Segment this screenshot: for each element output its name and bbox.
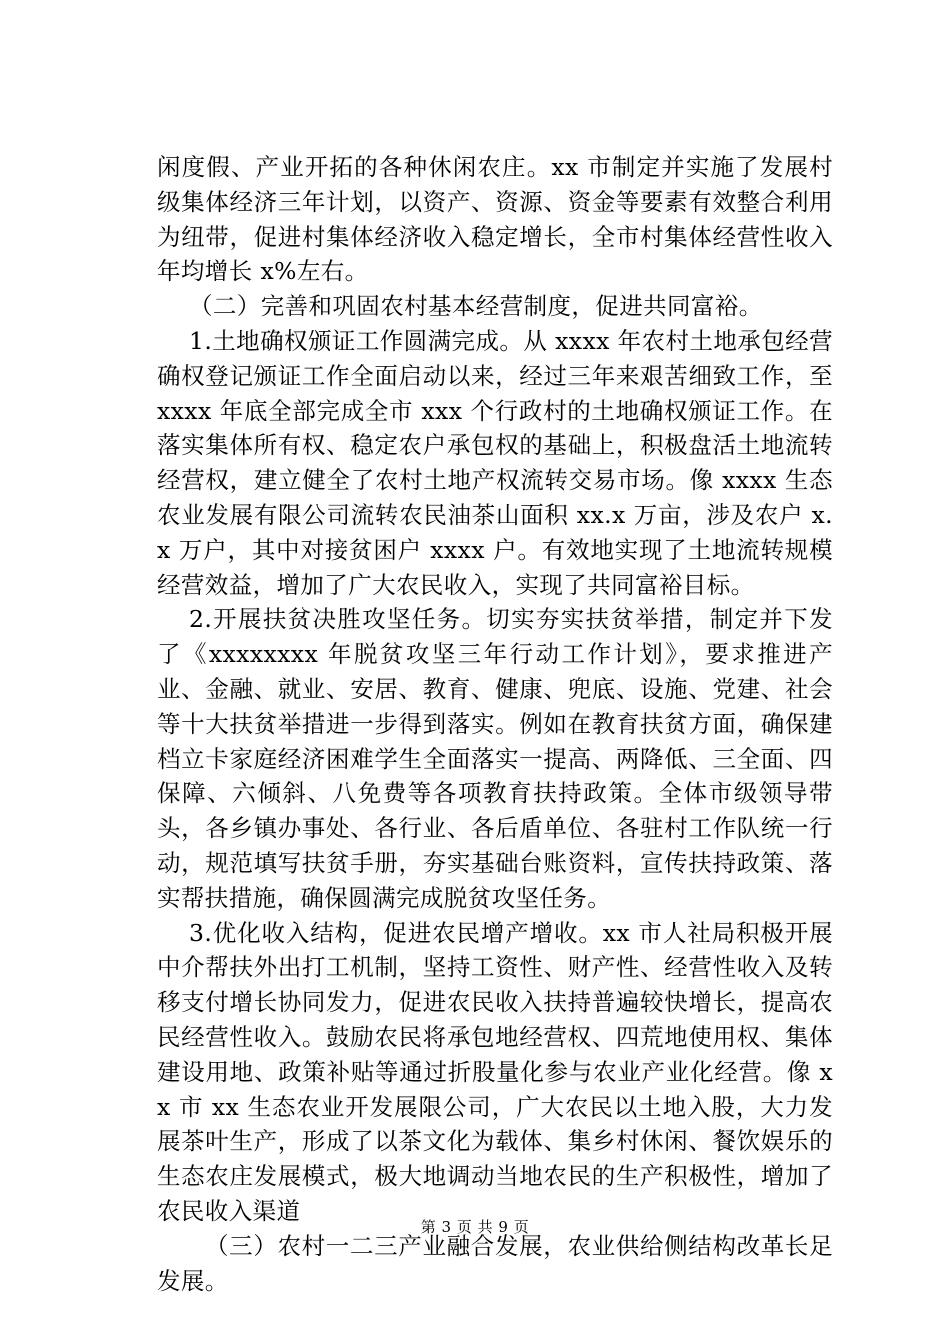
paragraph-item-1: 1.土地确权颁证工作圆满完成。从 xxxx 年农村土地承包经营确权登记颁证工作全面启动以来，经过三年来艰苦细致工作，至 xxxx 年底全部完成全市 xxx 个行政村的土地确权颁证工作。在落实集体所有权、稳定农户承包权的基础上，积极盘活土地流转经营权，建立健全了农村土地产权流转交易市场。像 xxxx 生态农业发展有限公司流转农民油茶山面积 xx.x 万亩，涉及农户 x.x 万户，其中对接贫困户 xxxx 户。有效地实现了土地流转规模经营效益，增加了广大农民收入，实现了共同富裕目标。 (157, 326, 833, 599)
document-body (157, 150, 833, 1298)
section-heading-3: （三）农村一二三产业融合发展，农业供给侧结构改革长足发展。 (157, 1231, 833, 1295)
paragraph-item-2: 2.开展扶贫决胜攻坚任务。切实夯实扶贫举措，制定并下发了《xxxxxxxx 年脱贫攻坚三年行动工作计划》，要求推进产业、金融、就业、安居、教育、健康、兜底、设施、党建、社会等十大扶贫举措进一步得到落实。例如在教育扶贫方面，确保建档立卡家庭经济困难学生全面落实一提高、两降低、三全面、四保障、六倾斜、八免费等各项教育扶持政策。全体市级领导带头，各乡镇办事处、各行业、各后盾单位、各驻村工作队统一行动，规范填写扶贫手册，夯实基础台账资料，宣传扶持政策、落实帮扶措施，确保圆满完成脱贫攻坚任务。 (157, 605, 833, 912)
paragraph-continuation: 闲度假、产业开拓的各种休闲农庄。xx 市制定并实施了发展村级集体经济三年计划，以资产、资源、资金等要素有效整合利用为纽带，促进村集体经济收入稳定增长，全市村集体经营性收入年均增长 x%左右。 (157, 153, 833, 286)
page-footer: 第 3 页 共 9 页 (420, 1218, 530, 1236)
paragraph-item-3: 3.优化收入结构，促进农民增产增收。xx 市人社局积极开展中介帮扶外出打工机制，坚持工资性、财产性、经营性收入及转移支付增长协同发力，促进农民收入扶持普遍较快增长，提高农民经营性收入。鼓励农民将承包地经营权、四荒地使用权、集体建设用地、政策补贴等通过折股量化参与农业产业化经营。像 xx 市 xx 生态农业开发展限公司，广大农民以土地入股，大力发展茶叶生产，形成了以茶文化为载体、集乡村休闲、餐饮娱乐的生态农庄发展模式，极大地调动当地农民的生产积极性，增加了农民收入渠道 (157, 918, 833, 1225)
section-heading-2: （二）完善和巩固农村基本经营制度，促进共同富裕。 (189, 292, 763, 321)
